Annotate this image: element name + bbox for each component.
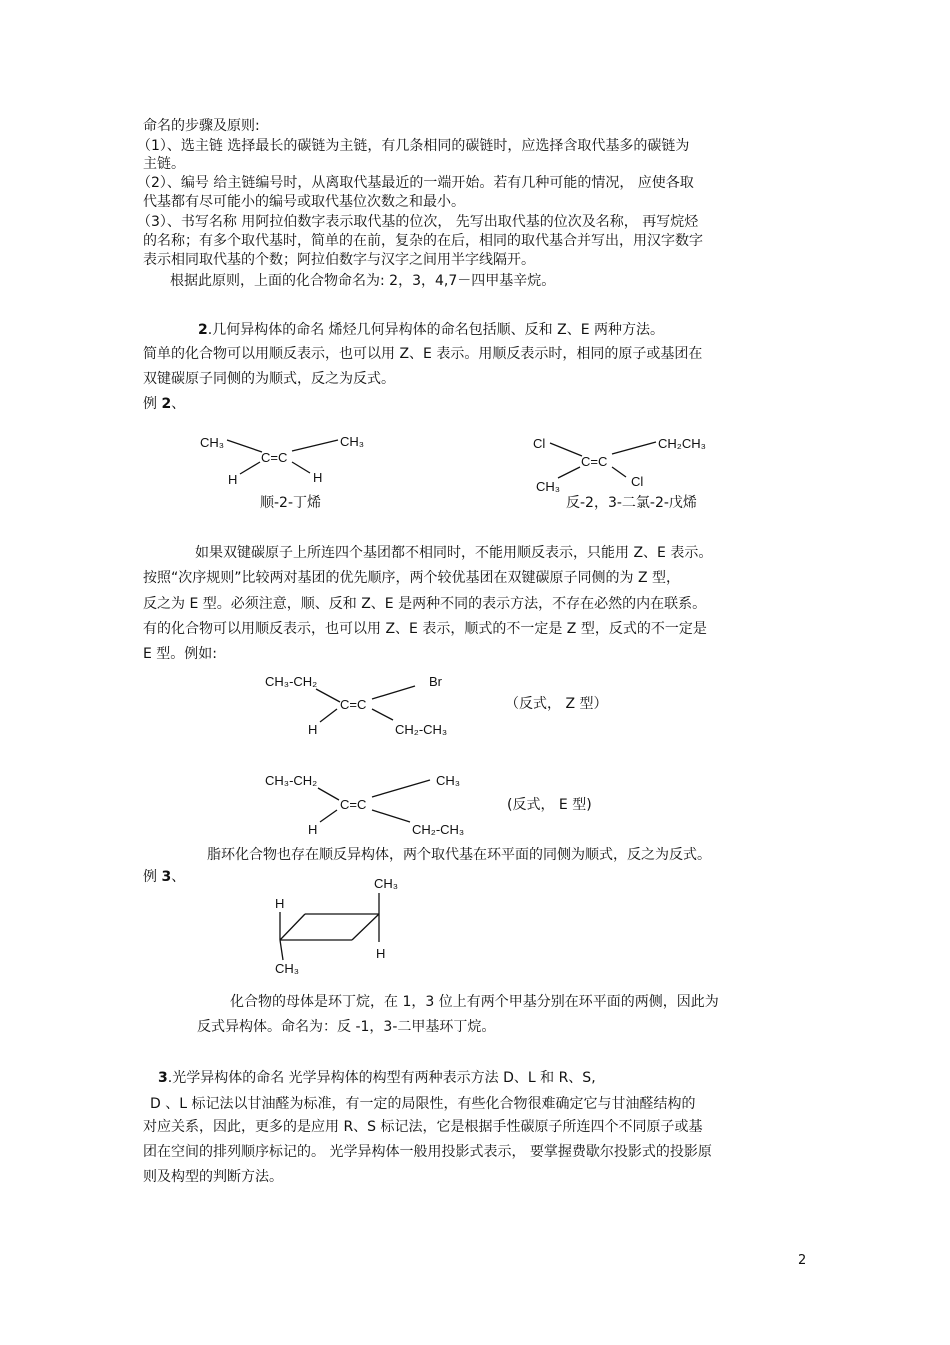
ze-paragraph-line2: 按照“次序规则”比较两对基团的优先顺序，两个较优基团在双键碳原子同侧的为 Z 型， <box>143 570 680 586</box>
bond-z-br <box>372 709 393 720</box>
ring-edge-left <box>280 914 305 940</box>
ex3-top-left-group: H <box>275 896 285 911</box>
ex2a-top-right-group: CH₃ <box>340 434 365 449</box>
example3-prefix: 例 <box>143 869 162 885</box>
ring-edge-right <box>352 914 379 940</box>
rule-step2: （2）、编号 给主链编号时，从离取代基最近的一端开始。若有几种可能的情况， 应使各取 <box>137 175 694 191</box>
ex2a-double-bond: C=C <box>261 450 288 465</box>
ex3-description-line2: 反式异构体。命名为：反 -1，3-二甲基环丁烷。 <box>197 1019 496 1035</box>
exz-double-bond: C=C <box>340 697 367 712</box>
ex2a-bottom-right-group: H <box>313 470 323 485</box>
bond-2a-br <box>292 462 310 473</box>
ex2a-top-left-group: CH₃ <box>200 435 225 450</box>
bond-2b-tl <box>550 443 582 456</box>
exz-top-right-group: Br <box>429 674 442 689</box>
ex3-description-line1: 化合物的母体是环丁烷，在 1，3 位上有两个甲基分别在环平面的两侧，因此为 <box>230 994 719 1010</box>
rule-step3-cont1: 的名称；有多个取代基时，简单的在前，复杂的在后，相同的取代基合并写出，用汉字数字 <box>143 233 703 249</box>
ring-bond-ch3-left <box>280 940 283 960</box>
exz-top-left-group: CH₃-CH₂ <box>265 674 318 689</box>
bond-2a-bl <box>240 462 260 474</box>
section3-heading <box>158 1069 596 1087</box>
ze-paragraph-line5: E 型。例如: <box>143 646 218 662</box>
example2-suffix: 、 <box>171 396 186 412</box>
section3-number: 3 <box>158 1070 168 1086</box>
section3-heading-text: .光学异构体的命名 光学异构体的构型有两种表示方法 D、L 和 R、S, <box>167 1070 596 1086</box>
exe-double-bond: C=C <box>340 797 367 812</box>
ex2b-double-bond: C=C <box>581 454 608 469</box>
example3-suffix: 、 <box>171 869 186 885</box>
ze-paragraph-line1: 如果双键碳原子上所连四个基团都不相同时，不能用顺反表示，只能用 Z、E 表示。 <box>195 545 713 561</box>
section2-line3: 双键碳原子同侧的为顺式，反之为反式。 <box>143 371 395 387</box>
bond-2b-bl <box>558 467 580 478</box>
ex2b-bottom-left-group: CH₃ <box>536 479 561 494</box>
exz-bottom-left-group: H <box>308 722 318 737</box>
bond-z-tl <box>316 689 340 702</box>
ze-paragraph-line3: 反之为 E 型。必须注意，顺、反和 Z、E 是两种不同的表示方法，不存在必然的内在联系。 <box>143 596 707 612</box>
example3-label <box>143 868 185 886</box>
example2-number: 2 <box>161 396 172 412</box>
ex3-top-right-group: CH₃ <box>374 876 399 891</box>
bond-2b-br <box>612 467 626 477</box>
ex2b-caption: 反-2，3-二氯-2-戊烯 <box>566 495 697 511</box>
ex3-bottom-left-group: CH₃ <box>275 961 300 976</box>
rule-step3-cont2: 表示相同取代基的个数；阿拉伯数字与汉字之间用半字线隔开。 <box>143 252 535 268</box>
bond-z-bl <box>320 709 337 722</box>
exe-top-right-group: CH₃ <box>436 773 461 788</box>
ex3-bottom-right-group: H <box>376 946 386 961</box>
ex2a-bottom-left-group: H <box>228 472 238 487</box>
ex2b-top-right-group: CH₂CH₃ <box>658 436 706 451</box>
ring-intro-line: 脂环化合物也存在顺反异构体，两个取代基在环平面的同侧为顺式，反之为反式。 <box>207 847 711 863</box>
bond-e-tl <box>318 788 339 800</box>
ze-paragraph-line4: 有的化合物可以用顺反表示，也可以用 Z、E 表示，顺式的不一定是 Z 型，反式的不一定是 <box>143 621 707 637</box>
rule-step3: （3）、书写名称 用阿拉伯数字表示取代基的位次， 先写出取代基的位次及名称， 再写烷烃 <box>137 214 699 230</box>
bond-2a-tr <box>292 440 338 451</box>
rules-conclusion: 根据此原则，上面的化合物命名为: 2，3，4,7－四甲基辛烷。 <box>170 273 556 289</box>
rules-heading: 命名的步骤及原则: <box>143 118 260 134</box>
section3-line4: 团在空间的排列顺序标记的。 光学异构体一般用投影式表示， 要掌握费歇尔投影式的投影原 <box>143 1144 712 1160</box>
ex2a-caption: 顺-2-丁烯 <box>260 495 322 511</box>
bond-z-tr <box>372 686 415 699</box>
rule-step2-cont: 代基都有尽可能小的编号或取代基位次数之和最小。 <box>143 194 465 210</box>
ex2b-top-left-group: Cl <box>533 436 546 451</box>
bond-2a-tl <box>227 440 262 452</box>
section3-line5: 则及构型的判断方法。 <box>143 1169 283 1185</box>
example3-number: 3 <box>161 869 172 885</box>
exe-bottom-left-group: H <box>308 822 318 837</box>
ex2b-bottom-right-group: Cl <box>631 474 644 489</box>
section2-heading-text: .几何异构体的命名 烯烃几何异构体的命名包括顺、反和 Z、E 两种方法。 <box>207 322 664 338</box>
bond-2b-tr <box>612 442 656 454</box>
rule-step1-cont: 主链。 <box>143 156 185 172</box>
example2-prefix: 例 <box>143 396 162 412</box>
section2-number: 2 <box>198 322 208 338</box>
page-number: 2 <box>798 1253 807 1268</box>
bond-e-bl <box>320 810 337 822</box>
bond-e-tr <box>372 780 430 797</box>
rule-step1: （1）、选主链 选择最长的碳链为主链，有几条相同的碳链时，应选择含取代基多的碳链为 <box>137 138 690 154</box>
section3-line2: D 、L 标记法以甘油醛为标准，有一定的局限性，有些化合物很难确定它与甘油醛结构的 <box>150 1096 696 1112</box>
exz-bottom-right-group: CH₂-CH₃ <box>395 722 448 737</box>
exe-bottom-right-group: CH₂-CH₃ <box>412 822 465 837</box>
section3-line3: 对应关系，因此，更多的是应用 R、S 标记法，它是根据手性碳原子所连四个不同原子或基 <box>143 1119 703 1135</box>
section2-line2: 简单的化合物可以用顺反表示，也可以用 Z、E 表示。用顺反表示时，相同的原子或基团在 <box>143 346 703 362</box>
exe-label: (反式， E 型) <box>507 797 592 813</box>
exz-label: （反式， Z 型） <box>505 696 608 712</box>
bond-e-br <box>372 810 410 822</box>
exe-top-left-group: CH₃-CH₂ <box>265 773 318 788</box>
